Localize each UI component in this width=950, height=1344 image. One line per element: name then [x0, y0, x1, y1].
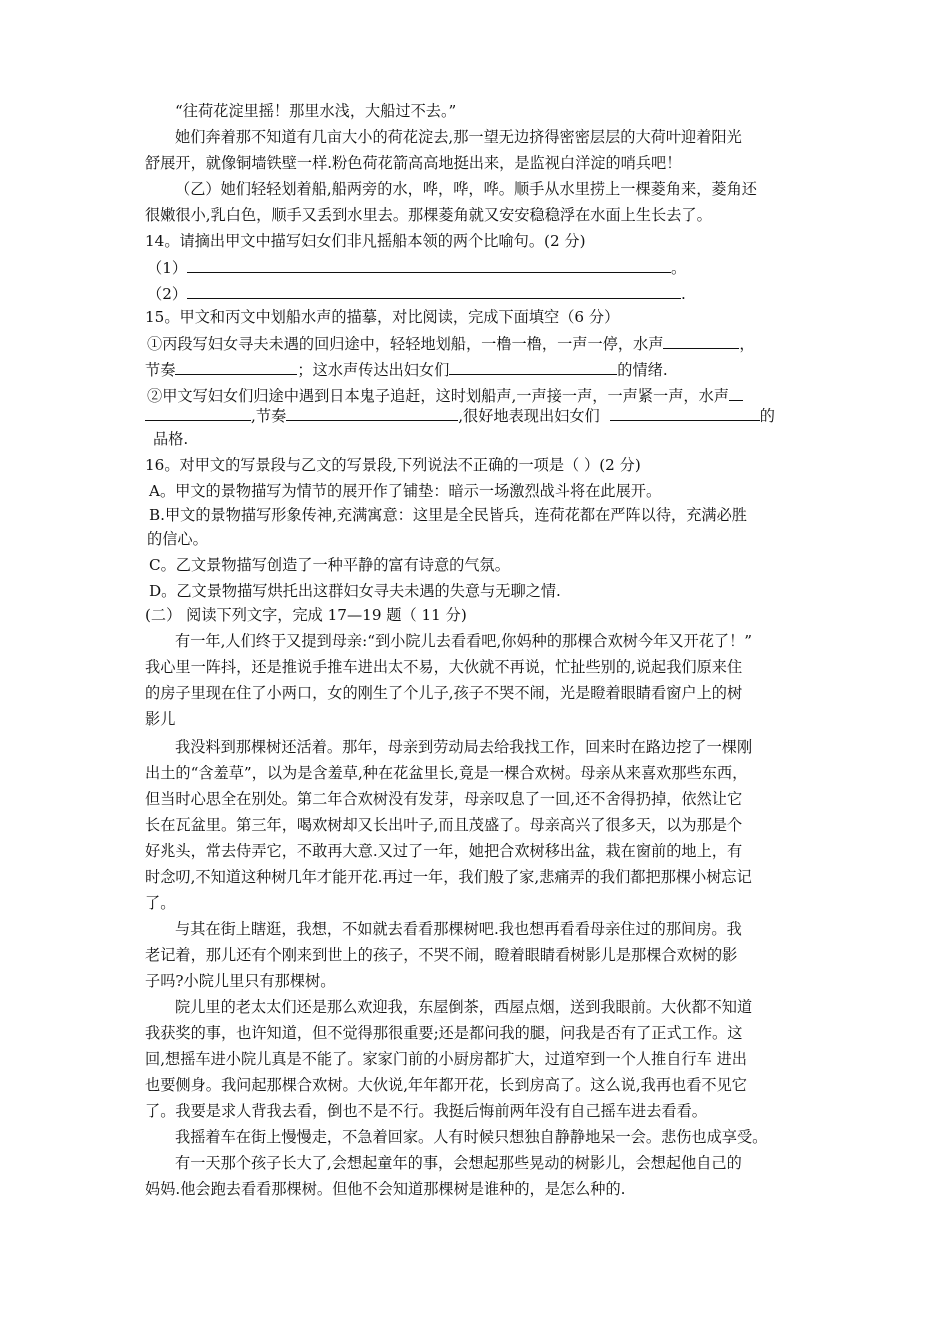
q15-rhythm-label-2: ,节奏 [251, 407, 287, 425]
q14-answer-1 [147, 256, 686, 279]
q15-item-1-line-1 [147, 332, 755, 355]
q14-answer-2 [147, 282, 686, 305]
q14-answer-1-blank[interactable] [187, 256, 671, 273]
passage-yi-line: （乙）她们轻轻划着船,船两旁的水，哗，哗，哗。顺手从水里捞上一棵菱角来，菱角还 [175, 180, 757, 198]
passage-2-line: 有一年,人们终于又提到母亲:“到小院儿去看看吧,你妈种的那棵合欢树今年又开花了！” [175, 632, 753, 650]
q15-blank-rhythm-1[interactable] [175, 358, 297, 375]
passage-2-line: 子吗?小院儿里只有那棵树。 [145, 972, 336, 990]
section-2-heading: (二） 阅读下列文字，完成 17—19 题（ 11 分) [145, 606, 467, 624]
q15-item-1-text: ①丙段写妇女寻夫未遇的回归途中，轻轻地划船，一橹一橹，一声一停，水声 [147, 335, 664, 353]
passage-2-line: 我心里一阵抖，还是推说手推车进出太不易，大伙就不再说，忙扯些别的,说起我们原来住 [145, 658, 743, 676]
q15-item-1-mid: ；这水声传达出妇女们 [297, 361, 450, 379]
passage-2-line: 妈妈.他会跑去看看那棵树。但他不会知道那棵树是谁种的，是怎么种的. [145, 1180, 626, 1198]
q14-answer-2-end: . [681, 285, 686, 303]
passage-2-line: 有一天那个孩子长大了,会想起童年的事，会想起那些晃动的树影儿，会想起他自己的 [175, 1154, 742, 1172]
q15-item-1-punct: ， [739, 335, 755, 353]
passage-2-line: 我获奖的事，也许知道，但不觉得那很重要;还是都问我的腿，问我是否有了正式工作。这 [145, 1024, 743, 1042]
passage-2-line: 了。我要是求人背我去看，倒也不是不行。我挺后悔前两年没有自己摇车进去看看。 [145, 1102, 707, 1120]
q16-option-c[interactable]: C。乙文景物描写创造了一种平静的富有诗意的气氛。 [149, 556, 510, 574]
passage-2-line: 我没料到那棵树还活着。那年，母亲到劳动局去给我找工作，回来时在路边挖了一棵刚 [175, 738, 753, 756]
passage-2-line: 长在瓦盆里。第三年，喝欢树却又长出叶子,而且茂盛了。母亲高兴了很多天，以为那是个 [145, 816, 743, 834]
q15-stem: 15。甲文和丙文中划船水声的描摹，对比阅读，完成下面填空（6 分） [145, 308, 620, 326]
passage-2-line: 我摇着车在街上慢慢走，不急着回家。人有时候只想独自静静地呆一会。悲伤也成享受。 [175, 1128, 768, 1146]
q15-blank-sound-1[interactable] [663, 332, 739, 349]
q15-blank-sound-2a[interactable] [729, 384, 743, 401]
q15-item-2-tail: 的 [759, 407, 775, 425]
q15-item-2-text: ②甲文写妇女们归途中遇到日本鬼子追赶，这时划船声,一声接一声，一声紧一声，水声 [147, 387, 729, 405]
q15-item-2-mid: ,很好地表现出妇女们 [458, 407, 600, 425]
q15-blank-emotion[interactable] [449, 358, 617, 375]
q14-answer-1-end: 。 [671, 259, 687, 277]
q14-answer-2-label: （2） [147, 285, 188, 303]
q15-item-1-line-2 [145, 358, 668, 381]
passage-2-line: 回,想摇车进小院儿真是不能了。家家门前的小厨房都扩大，过道窄到一个人推自行车 进出 [145, 1050, 747, 1068]
passage-2-line: 时念叨,不知道这种树几年才能开花.再过一年，我们般了家,悲痛弄的我们都把那棵小树忘记 [145, 868, 752, 886]
q15-rhythm-label: 节奏 [145, 361, 176, 379]
q15-item-2-line-2 [145, 404, 775, 427]
passage-2-line: 但当时心思全在别处。第二年合欢树没有发芽，母亲叹息了一回,还不舍得扔掉，依然让它 [145, 790, 743, 808]
q15-blank-rhythm-2[interactable] [286, 404, 458, 421]
passage-2-line: 与其在街上瞎逛，我想，不如就去看看那棵树吧.我也想再看看母亲住过的那间房。我 [175, 920, 742, 938]
q15-item-1-tail: 的情绪. [617, 361, 668, 379]
q14-answer-2-blank[interactable] [187, 282, 681, 299]
q14-stem: 14。请摘出甲文中描写妇女们非凡摇船本领的两个比喻句。(2 分) [145, 232, 586, 250]
q16-option-a[interactable]: A。甲文的景物描写为情节的展开作了铺垫：暗示一场激烈战斗将在此展开。 [149, 482, 662, 500]
passage-jia-quote: “往荷花淀里摇！那里水浅，大船过不去。” [175, 102, 457, 120]
q16-option-d[interactable]: D。乙文景物描写烘托出这群妇女寻夫未遇的失意与无聊之情. [149, 582, 561, 600]
passage-jia-line: 她们奔着那不知道有几亩大小的荷花淀去,那一望无边挤得密密层层的大荷叶迎着阳光 [175, 128, 742, 146]
passage-yi-line: 很嫩很小,乳白色，顺手又丢到水里去。那棵菱角就又安安稳稳浮在水面上生长去了。 [145, 206, 712, 224]
q16-stem: 16。对甲文的写景段与乙文的写景段,下列说法不正确的一项是（ ）(2 分) [145, 456, 641, 474]
passage-2-line: 的房子里现在住了小两口，女的刚生了个儿子,孩子不哭不闹，光是瞪着眼睛看窗户上的树 [145, 684, 743, 702]
passage-2-line: 出土的“含羞草”，以为是含羞草,种在花盆里长,竟是一棵合欢树。母亲从来喜欢那些东西， [145, 764, 748, 782]
q16-option-b-cont: 的信心。 [147, 530, 208, 548]
q15-blank-character[interactable] [610, 404, 760, 421]
passage-2-line: 老记着，那儿还有个刚来到世上的孩子，不哭不闹，瞪着眼睛看树影儿是那棵合欢树的影 [145, 946, 738, 964]
passage-2-line: 也要侧身。我问起那棵合欢树。大伙说,年年都开花，长到房高了。这么说,我再也看不见它 [145, 1076, 747, 1094]
passage-2-line: 好兆头，常去侍弄它，不敢再大意.又过了一年，她把合欢树移出盆，栽在窗前的地上，有 [145, 842, 743, 860]
q16-option-b[interactable]: B.甲文的景物描写形象传神,充满寓意：这里是全民皆兵，连荷花都在严阵以待，充满必胜 [149, 506, 747, 524]
passage-2-line: 了。 [145, 894, 176, 912]
passage-2-line: 院儿里的老太太们还是那么欢迎我，东屋倒茶，西屋点烟，送到我眼前。大伙都不知道 [175, 998, 753, 1016]
q15-item-2-line-3: 品格. [153, 430, 189, 448]
passage-2-line: 影儿 [145, 710, 176, 728]
q14-answer-1-label: （1） [147, 259, 188, 277]
q15-blank-sound-2b[interactable] [145, 404, 251, 421]
passage-jia-line: 舒展开，就像铜墙铁壁一样.粉色荷花箭高高地挺出来，是监视白洋淀的哨兵吧！ [145, 154, 682, 172]
